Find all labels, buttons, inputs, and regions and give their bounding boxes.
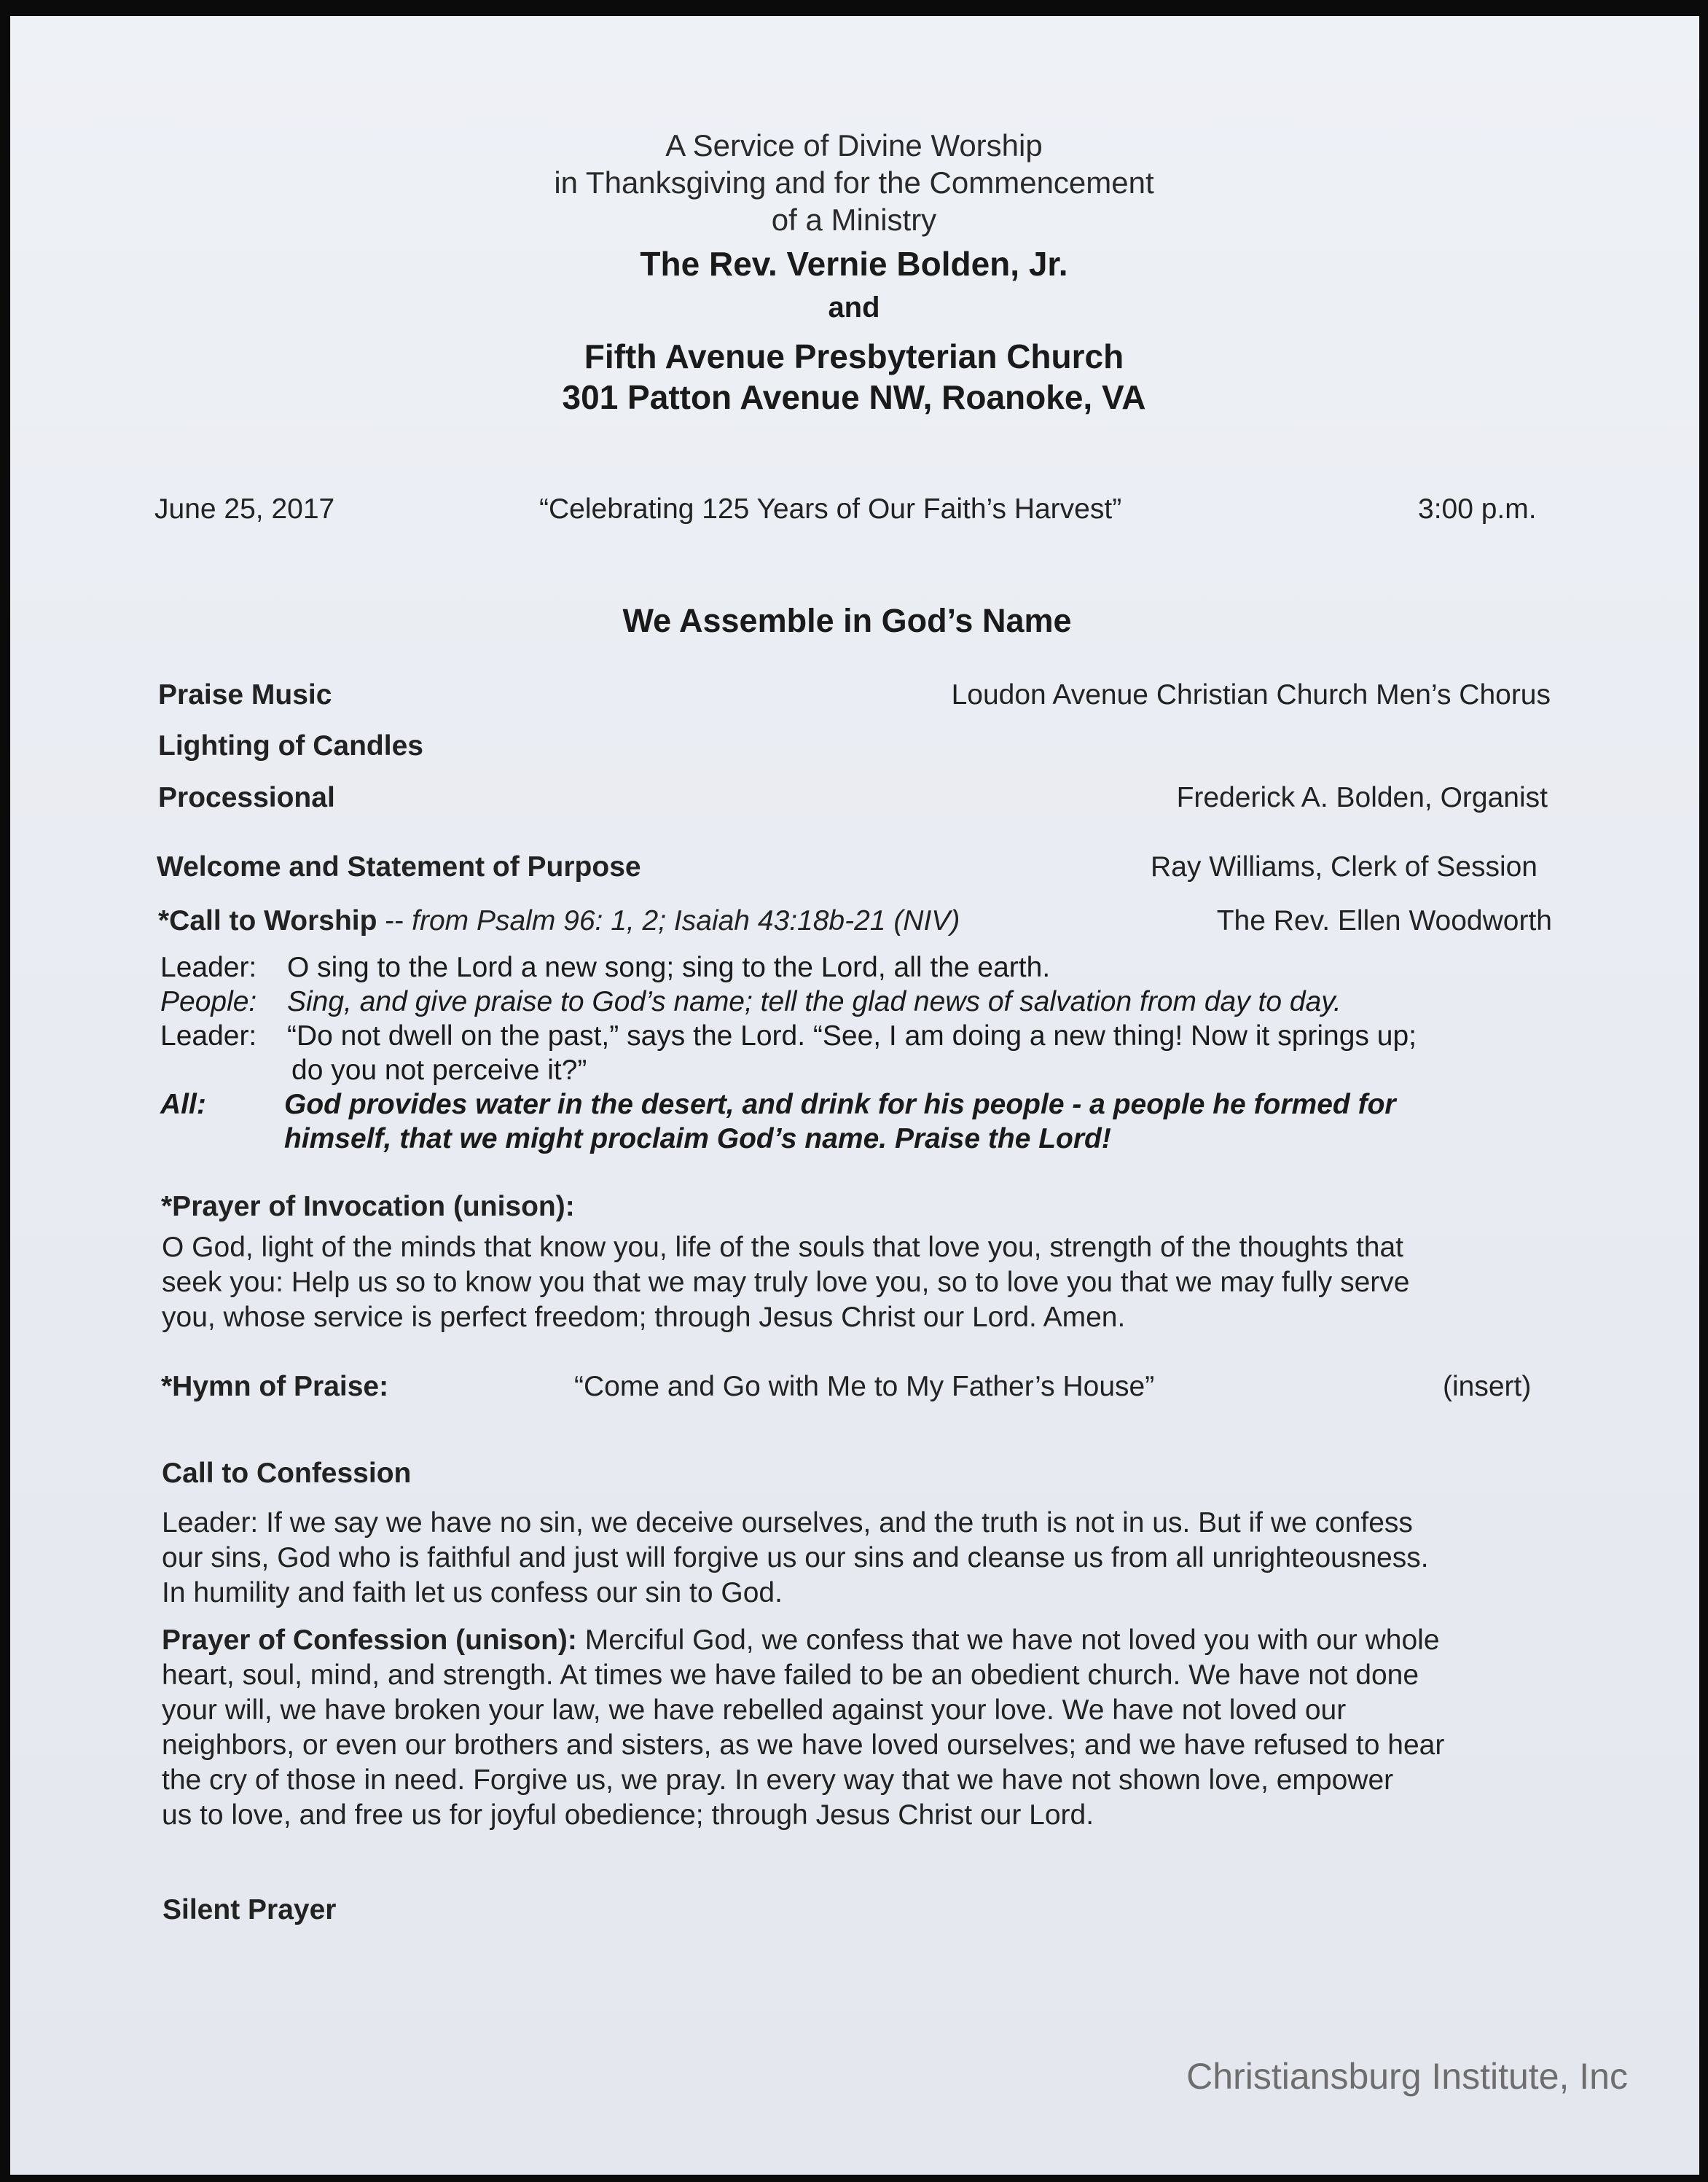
processional-performer: Frederick A. Bolden, Organist bbox=[1176, 782, 1548, 813]
confession-prayer-line: heart, soul, mind, and strength. At times we have failed to be an obedient church. We have not done bbox=[162, 1659, 1419, 1691]
invocation-label: *Prayer of Invocation (unison): bbox=[161, 1191, 575, 1222]
header-line-1: A Service of Divine Worship bbox=[665, 128, 1043, 163]
confession-prayer-line: neighbors, or even our brothers and sisters, as we have loved ourselves; and we have refused to hear bbox=[162, 1729, 1445, 1761]
reading-line: himself, that we might proclaim God’s name. Praise the Lord! bbox=[284, 1123, 1111, 1154]
silent-prayer-label: Silent Prayer bbox=[162, 1894, 337, 1925]
hymn-note: (insert) bbox=[1443, 1371, 1532, 1402]
watermark: Christiansburg Institute, Inc bbox=[1186, 2056, 1628, 2097]
church-name: Fifth Avenue Presbyterian Church bbox=[584, 337, 1124, 375]
confession-prayer-first-line bbox=[162, 1624, 1440, 1657]
hymn-title: “Come and Go with Me to My Father’s House” bbox=[574, 1371, 1155, 1402]
confession-prayer-line: the cry of those in need. Forgive us, we pray. In every way that we have not shown love, empower bbox=[162, 1764, 1394, 1796]
church-address: 301 Patton Avenue NW, Roanoke, VA bbox=[562, 378, 1146, 416]
confession-prayer-line: your will, we have broken your law, we have rebelled against your love. We have not loved our bbox=[162, 1694, 1347, 1726]
reading-line: do you not perceive it?” bbox=[291, 1055, 587, 1086]
call-to-worship-dash: -- bbox=[377, 905, 412, 936]
hymn-label: *Hymn of Praise: bbox=[161, 1371, 389, 1402]
reading-role: People: bbox=[160, 986, 257, 1017]
welcome-leader: Ray Williams, Clerk of Session bbox=[1151, 851, 1537, 883]
header-and: and bbox=[828, 292, 880, 324]
confession-prayer-label: Prayer of Confession (unison): bbox=[162, 1624, 577, 1656]
service-date: June 25, 2017 bbox=[154, 493, 335, 525]
reading-role: Leader: bbox=[160, 952, 257, 983]
reading-line: Sing, and give praise to God’s name; tell the glad news of salvation from day to day. bbox=[287, 986, 1341, 1017]
header-line-3: of a Ministry bbox=[771, 203, 937, 237]
confession-call-line: In humility and faith let us confess our sin to God. bbox=[162, 1577, 783, 1608]
reading-line: O sing to the Lord a new song; sing to the Lord, all the earth. bbox=[287, 952, 1051, 983]
call-to-worship-label: *Call to Worship bbox=[158, 905, 377, 936]
confession-prayer-text: Merciful God, we confess that we have not loved you with our whole bbox=[576, 1624, 1440, 1656]
reading-line: God provides water in the desert, and drink for his people - a people he formed for bbox=[284, 1089, 1396, 1120]
service-theme: “Celebrating 125 Years of Our Faith’s Harvest” bbox=[539, 493, 1122, 525]
praise-music-label: Praise Music bbox=[158, 679, 332, 711]
minister-name: The Rev. Vernie Bolden, Jr. bbox=[640, 245, 1068, 283]
call-to-worship-heading bbox=[158, 905, 960, 937]
welcome-label: Welcome and Statement of Purpose bbox=[157, 851, 641, 883]
header-line-2: in Thanksgiving and for the Commencement bbox=[554, 165, 1154, 200]
candles-label: Lighting of Candles bbox=[158, 730, 423, 762]
confession-call-label: Call to Confession bbox=[162, 1458, 412, 1489]
reading-line: “Do not dwell on the past,” says the Lord. “See, I am doing a new thing! Now it springs up; bbox=[287, 1020, 1417, 1052]
invocation-line: you, whose service is perfect freedom; through Jesus Christ our Lord. Amen. bbox=[162, 1302, 1126, 1333]
section-title: We Assemble in God’s Name bbox=[622, 602, 1072, 639]
confession-call-line: Leader: If we say we have no sin, we deceive ourselves, and the truth is not in us. But if we confess bbox=[162, 1507, 1413, 1538]
reading-role: All: bbox=[160, 1089, 206, 1120]
service-time: 3:00 p.m. bbox=[1418, 493, 1537, 525]
confession-call-line: our sins, God who is faithful and just will forgive us our sins and cleanse us from all unrighteousness. bbox=[162, 1542, 1429, 1573]
invocation-line: seek you: Help us so to know you that we may truly love you, so to love you that we may fully serve bbox=[162, 1267, 1410, 1298]
call-to-worship-leader: The Rev. Ellen Woodworth bbox=[1216, 905, 1552, 936]
processional-label: Processional bbox=[158, 782, 335, 813]
praise-music-performer: Loudon Avenue Christian Church Men’s Chorus bbox=[951, 679, 1551, 711]
call-to-worship-source: from Psalm 96: 1, 2; Isaiah 43:18b-21 (NIV) bbox=[412, 905, 960, 936]
invocation-line: O God, light of the minds that know you, life of the souls that love you, strength of the thoughts that bbox=[162, 1232, 1404, 1263]
reading-role: Leader: bbox=[160, 1020, 257, 1052]
confession-prayer-line: us to love, and free us for joyful obedience; through Jesus Christ our Lord. bbox=[162, 1799, 1094, 1831]
